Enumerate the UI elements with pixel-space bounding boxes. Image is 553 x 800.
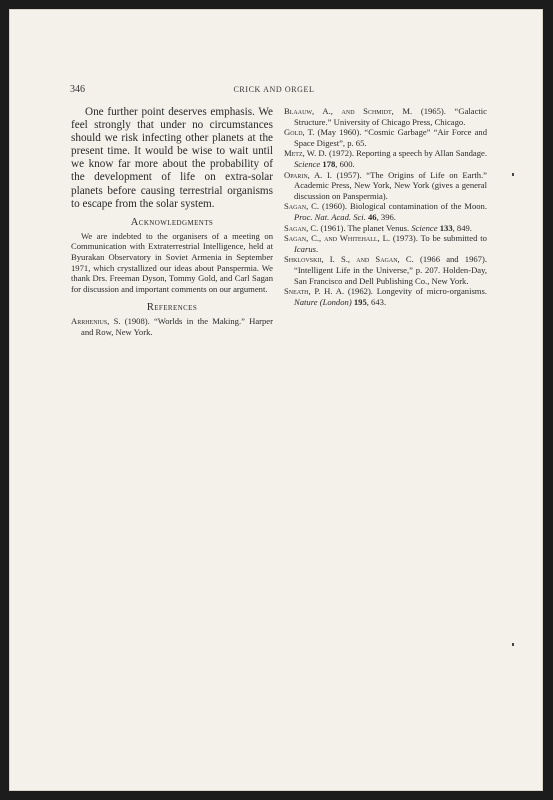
reference-details: (1965). “Galactic Structure.” University of Chicago Press, Chicago. <box>294 106 487 127</box>
reference-authors: Sagan, C., and Whitehall, L. <box>284 233 390 244</box>
running-title: CRICK AND ORGEL <box>233 85 315 94</box>
reference-journal: Proc. Nat. Acad. Sci. <box>294 211 366 222</box>
reference-volume: 178 <box>322 158 336 169</box>
margin-mark <box>512 173 514 176</box>
reference-details: (1960). Biological contamination of the Moon. <box>319 201 487 212</box>
reference-pages: , 396. <box>376 211 396 222</box>
reference-details: (1962). Longevity of micro-organisms. <box>344 286 487 297</box>
reference-authors: Shklovskii, I. S., and Sagan, C. <box>284 254 414 265</box>
reference-details: (May 1960). “Cosmic Garbage” “Air Force and Space Digest”, p. 65. <box>294 127 487 148</box>
reference-details: (1966 and 1967). “Intelligent Life in the Universe,” p. 207. Holden-Day, San Francisco and Dell Publishing Co., New York. <box>294 254 487 286</box>
reference-pages: , 849. <box>452 222 472 233</box>
reference-journal: Icarus <box>294 243 316 254</box>
reference-volume: 195 <box>353 296 367 307</box>
reference-pages: , 600. <box>335 158 355 169</box>
reference-item <box>284 170 487 202</box>
reference-pages: , 643. <box>366 296 387 307</box>
reference-journal: Nature (London) <box>294 296 352 307</box>
reference-item <box>284 254 487 286</box>
reference-item <box>284 148 487 169</box>
right-column <box>284 106 487 307</box>
acknowledgments-text: We are indebted to the organisers of a meeting on Communication with Extraterrestrial Intelligence, held at Byurakan Observatory in Soviet Armenia in September 1971, which crystallized our ideas about Panspermia. We thank Drs. Freeman Dyson, Tommy Gold, and Carl Sagan for discussion and important comments on our argument. <box>71 230 273 294</box>
reference-authors: Gold, T. <box>284 127 315 138</box>
reference-details: (1957). “The Origins of Life on Earth.” Academic Press, New York, New York (gives a general discussion on Panspermia). <box>294 169 487 201</box>
reference-item <box>284 223 487 234</box>
reference-details: (1961). The planet Venus. <box>318 222 412 233</box>
reference-pages: . <box>315 243 319 254</box>
left-column <box>71 106 273 338</box>
reference-item <box>71 316 273 337</box>
reference-details: (1908). “Worlds in the Making.” Harper and Row, New York. <box>81 316 273 337</box>
page-header <box>70 84 478 96</box>
page-number: 346 <box>70 84 85 95</box>
reference-details: (1973). To be submitted to <box>390 233 487 244</box>
reference-volume: 133 <box>439 222 453 233</box>
reference-authors: Metz, W. D. <box>284 148 327 159</box>
reference-item <box>284 286 487 307</box>
reference-authors: Sagan, C. <box>284 222 319 233</box>
reference-item <box>284 201 487 222</box>
reference-authors: Sagan, C. <box>284 201 320 212</box>
reference-authors: Blaauw, A., and Schmidt, M. <box>284 106 413 116</box>
reference-details: (1972). Reporting a speech by Allan Sandage. <box>326 148 487 159</box>
references-heading: References <box>146 302 198 314</box>
reference-item <box>284 127 487 148</box>
reference-item <box>284 106 487 127</box>
reference-journal: Science <box>294 158 321 169</box>
margin-mark <box>512 643 514 646</box>
acknowledgments-heading: Acknowledgments <box>130 216 214 228</box>
reference-authors: Oparin, A. I. <box>284 169 332 180</box>
reference-authors: Sneath, P. H. A. <box>284 286 345 297</box>
reference-item <box>284 233 487 254</box>
lead-paragraph: One further point deserves emphasis. We feel strongly that under no circumstances should we risk infecting other planets at the present time. It would be wise to wait until we know far more about the probability of the development of life on extra-solar planets before causing terrestrial organisms to escape from the solar system. <box>71 106 273 210</box>
reference-journal: Science <box>411 222 438 233</box>
reference-authors: Arrhenius, S. <box>71 316 121 327</box>
page-sheet <box>9 9 543 791</box>
reference-volume: 46 <box>368 211 377 222</box>
